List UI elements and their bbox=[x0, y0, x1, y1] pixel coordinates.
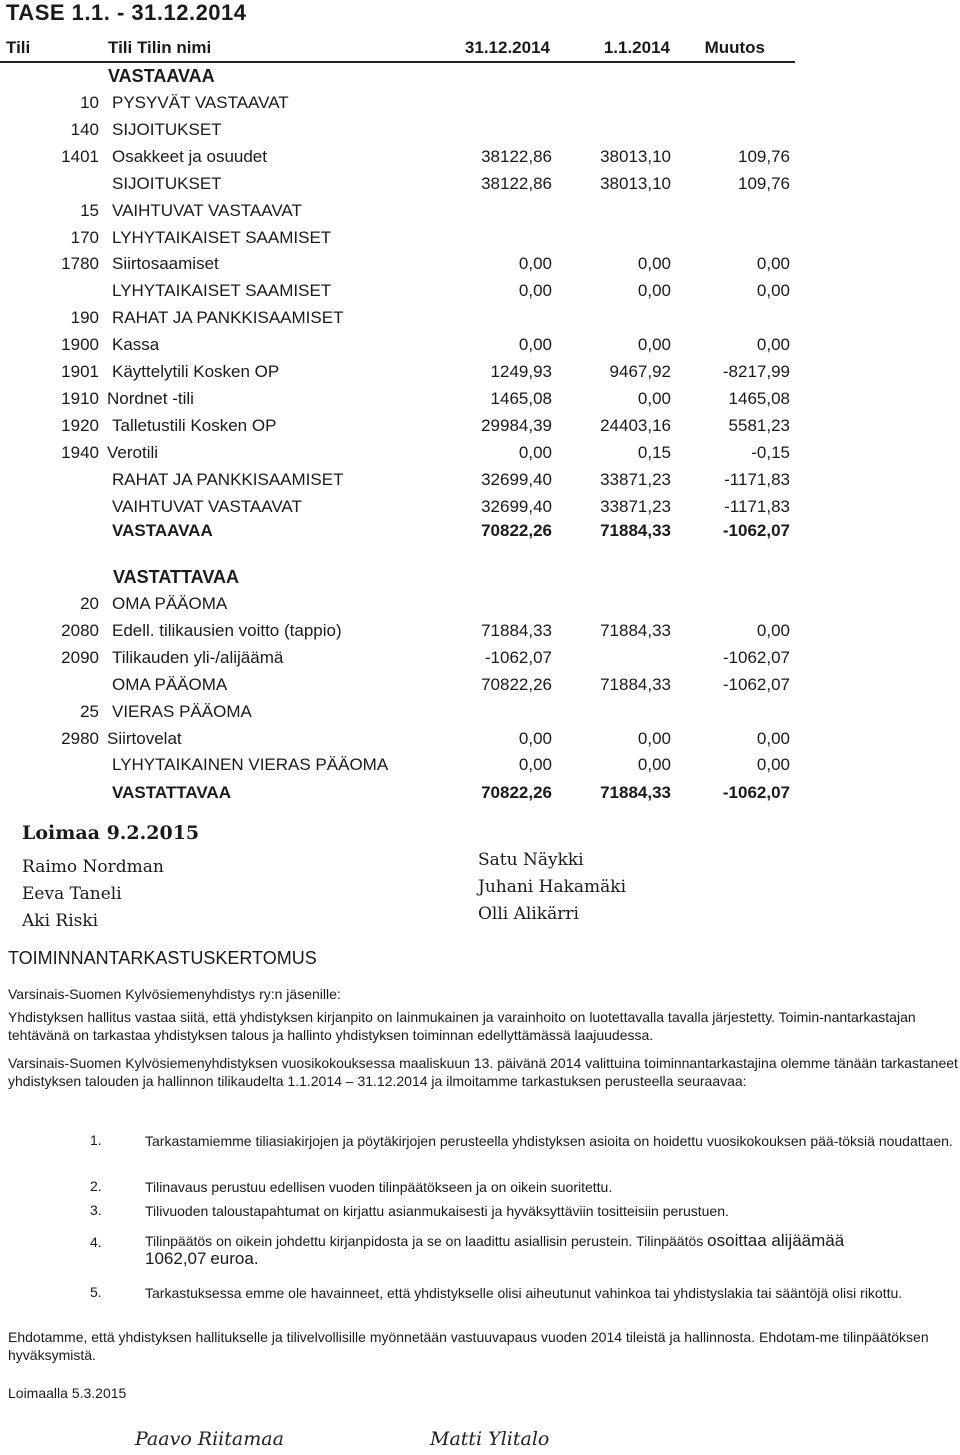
account-number: 1401 bbox=[61, 146, 99, 166]
value-previous: 0,00 bbox=[637, 254, 671, 274]
table-row bbox=[0, 281, 800, 307]
total-label: VASTAAVAA bbox=[112, 521, 213, 540]
value-change: 0,00 bbox=[756, 755, 790, 775]
list-item-text: Tarkastamiemme tiliasiakirjojen ja pöytäkirjojen perusteella yhdistyksen asioita on hoidettu vuosikokouksen pää-töksiä noudattaen. bbox=[145, 1133, 953, 1149]
value-current: 0,00 bbox=[518, 442, 552, 462]
value-previous: 0,00 bbox=[637, 335, 671, 355]
account-number: 15 bbox=[80, 200, 99, 220]
value-previous: 0,00 bbox=[637, 388, 671, 408]
account-number: 1901 bbox=[61, 362, 99, 381]
total-row bbox=[0, 521, 800, 547]
table-row bbox=[0, 389, 800, 415]
account-number: 1780 bbox=[61, 254, 99, 274]
table-row bbox=[0, 621, 800, 647]
value-current: 32699,40 bbox=[481, 496, 552, 516]
value-current: 0,00 bbox=[518, 755, 552, 775]
account-name: VAIHTUVAT VASTAAVAT bbox=[112, 496, 302, 516]
account-number: 170 bbox=[70, 227, 99, 247]
table-row bbox=[0, 228, 800, 254]
report-paragraph: Ehdotamme, että yhdistyksen hallitukselle ja tilivelvollisille myönnetään vastuuvapaus vuoden 2014 tileistä ja hallinnosta. Ehdotam-me tilinpäätöksen hyväksymistä. bbox=[8, 1329, 929, 1363]
signature: Paavo Riitamaa bbox=[135, 1428, 284, 1450]
table-row bbox=[0, 755, 800, 781]
signer-right: Juhani Hakamäki bbox=[478, 877, 627, 897]
value-previous: 33871,23 bbox=[600, 496, 671, 516]
account-number: 140 bbox=[70, 119, 99, 139]
account-number: 1940 bbox=[61, 442, 99, 462]
list-number: 3. bbox=[90, 1202, 102, 1218]
value-change: -1062,07 bbox=[722, 674, 790, 694]
account-number: 190 bbox=[70, 308, 99, 328]
list-item-text: Tilinavaus perustuu edellisen vuoden tilinpäätökseen ja on oikein suoritettu. bbox=[145, 1179, 613, 1195]
table-row bbox=[0, 254, 800, 280]
list-number: 1. bbox=[90, 1132, 102, 1148]
col-header-previous: 1.1.2014 bbox=[603, 38, 670, 57]
account-name: Kassa bbox=[112, 335, 160, 355]
account-number: 10 bbox=[80, 93, 99, 112]
value-change: 109,76 bbox=[738, 173, 790, 193]
table-row bbox=[0, 648, 800, 674]
account-name: Verotili bbox=[107, 442, 159, 462]
total-change: -1062,07 bbox=[722, 783, 790, 802]
account-name: OMA PÄÄOMA bbox=[112, 674, 228, 694]
value-current: 0,00 bbox=[518, 281, 552, 301]
signer-right: Olli Alikärri bbox=[478, 904, 579, 924]
total-previous: 71884,33 bbox=[600, 521, 671, 540]
value-current: 38122,86 bbox=[481, 173, 552, 193]
value-previous: 33871,23 bbox=[600, 469, 671, 489]
value-current: 70822,26 bbox=[481, 674, 552, 694]
value-current: 1249,93 bbox=[490, 362, 552, 381]
account-name: VIERAS PÄÄOMA bbox=[112, 701, 252, 721]
value-previous: 0,00 bbox=[637, 755, 671, 775]
page-title: TASE 1.1. - 31.12.2014 bbox=[6, 0, 247, 25]
account-name: Siirtosaamiset bbox=[112, 254, 219, 274]
table-row bbox=[0, 120, 800, 146]
value-current: -1062,07 bbox=[484, 647, 552, 667]
report-title: TOIMINNANTARKASTUSKERTOMUS bbox=[8, 948, 317, 968]
value-change: -1171,83 bbox=[724, 469, 790, 489]
account-number: 1920 bbox=[61, 415, 99, 435]
table-row bbox=[0, 443, 800, 469]
account-name: Osakkeet ja osuudet bbox=[112, 146, 267, 166]
table-row bbox=[0, 497, 800, 523]
table-row bbox=[0, 594, 800, 620]
report-place-date: Loimaalla 5.3.2015 bbox=[8, 1385, 127, 1401]
account-number: 1910 bbox=[61, 388, 99, 408]
table-row bbox=[0, 174, 800, 200]
table-row bbox=[0, 93, 800, 119]
account-name: RAHAT JA PANKKISAAMISET bbox=[112, 308, 344, 328]
account-number: 2090 bbox=[61, 647, 99, 667]
account-number: 20 bbox=[80, 594, 99, 613]
account-name: VAIHTUVAT VASTAAVAT bbox=[112, 200, 302, 220]
value-change: 0,00 bbox=[756, 335, 790, 355]
value-current: 71884,33 bbox=[481, 620, 552, 640]
result-currency: euroa. bbox=[210, 1249, 259, 1268]
list-item-text-part: Tilinpäätös on oikein johdettu kirjanpidosta ja se on laadittu asiallisin perustein. Tilinpäätös bbox=[145, 1233, 704, 1249]
account-number: 2980 bbox=[61, 728, 99, 748]
col-header-change: Muutos bbox=[704, 38, 765, 57]
table-row bbox=[0, 201, 800, 227]
col-header-name: Tili Tilin nimi bbox=[108, 38, 212, 57]
value-previous: 0,15 bbox=[637, 442, 671, 462]
account-name: Tilikauden yli-/alijäämä bbox=[112, 647, 284, 667]
account-name: PYSYVÄT VASTAAVAT bbox=[112, 93, 289, 112]
total-previous: 71884,33 bbox=[600, 783, 671, 802]
result-phrase: osoittaa alijäämää bbox=[707, 1231, 845, 1250]
table-row bbox=[0, 147, 800, 173]
value-current: 0,00 bbox=[518, 254, 552, 274]
signer-left: Eeva Taneli bbox=[22, 884, 122, 904]
table-row bbox=[0, 675, 800, 701]
account-number: 2080 bbox=[61, 620, 99, 640]
signing-date: Loimaa 9.2.2015 bbox=[22, 822, 200, 844]
value-change: 0,00 bbox=[756, 620, 790, 640]
value-previous: 9467,92 bbox=[609, 362, 671, 381]
account-name: Siirtovelat bbox=[107, 728, 182, 748]
col-header-current: 31.12.2014 bbox=[464, 38, 550, 57]
value-change: -8217,99 bbox=[722, 362, 790, 381]
col-header-account: Tili bbox=[6, 38, 31, 57]
value-change: 0,00 bbox=[756, 281, 790, 301]
value-current: 1465,08 bbox=[490, 388, 552, 408]
section-heading-assets: VASTAAVAA bbox=[108, 66, 215, 86]
table-row bbox=[0, 335, 800, 361]
account-name: Nordnet -tili bbox=[107, 388, 194, 408]
value-current: 0,00 bbox=[518, 728, 552, 748]
account-name: Käyttelytili Kosken OP bbox=[112, 362, 280, 381]
account-name: Talletustili Kosken OP bbox=[112, 415, 277, 435]
table-row bbox=[0, 729, 800, 755]
account-name: LYHYTAIKAINEN VIERAS PÄÄOMA bbox=[112, 755, 389, 775]
account-name: OMA PÄÄOMA bbox=[112, 594, 228, 613]
value-previous: 71884,33 bbox=[600, 674, 671, 694]
value-current: 32699,40 bbox=[481, 469, 552, 489]
account-name: SIJOITUKSET bbox=[112, 119, 222, 139]
signature: Matti Ylitalo bbox=[430, 1428, 550, 1450]
total-row bbox=[0, 783, 800, 809]
report-paragraph: Varsinais-Suomen Kylvösiemenyhdistyksen vuosikokouksessa maaliskuun 13. päivänä 2014 valittuina toiminnantarkastajina olemme tänään tarkastaneet yhdistyksen talouden ja hallinnon tilikaudelta 1.1.2014 – 31.12.2014 ja ilmoitamme tarkastuksen perusteella seuraavaa: bbox=[8, 1055, 958, 1089]
account-number: 1900 bbox=[61, 335, 99, 355]
total-label: VASTATTAVAA bbox=[112, 783, 231, 802]
table-row bbox=[0, 308, 800, 334]
account-name: LYHYTAIKAISET SAAMISET bbox=[112, 281, 332, 301]
list-number: 5. bbox=[90, 1284, 102, 1300]
section-heading-liabilities: VASTATTAVAA bbox=[113, 567, 239, 587]
list-number: 4. bbox=[90, 1234, 102, 1250]
result-amount: 1062,07 bbox=[145, 1249, 207, 1268]
account-name: RAHAT JA PANKKISAAMISET bbox=[112, 469, 344, 489]
table-row bbox=[0, 416, 800, 442]
list-item-text: Tilivuoden taloustapahtumat on kirjattu asianmukaisesti ja hyväksyttäviin tositteisiin perustuen. bbox=[145, 1203, 729, 1219]
value-previous: 38013,10 bbox=[600, 146, 671, 166]
account-name: LYHYTAIKAISET SAAMISET bbox=[112, 227, 332, 247]
value-change: 0,00 bbox=[756, 254, 790, 274]
value-change: -0,15 bbox=[751, 442, 790, 462]
value-previous: 24403,16 bbox=[600, 415, 671, 435]
signer-left: Raimo Nordman bbox=[22, 857, 164, 877]
table-row bbox=[0, 470, 800, 496]
account-number: 25 bbox=[80, 701, 99, 721]
table-row bbox=[0, 362, 800, 388]
signer-right: Satu Näykki bbox=[478, 850, 584, 870]
total-current: 70822,26 bbox=[481, 521, 552, 540]
value-previous: 38013,10 bbox=[600, 173, 671, 193]
value-change: 0,00 bbox=[756, 728, 790, 748]
value-change: 109,76 bbox=[738, 146, 790, 166]
list-number: 2. bbox=[90, 1178, 102, 1194]
total-change: -1062,07 bbox=[722, 521, 790, 540]
account-name: SIJOITUKSET bbox=[112, 173, 222, 193]
report-addressee: Varsinais-Suomen Kylvösiemenyhdistys ry:n jäsenille: bbox=[8, 986, 341, 1002]
table-row bbox=[0, 702, 800, 728]
value-previous: 71884,33 bbox=[600, 620, 671, 640]
account-name: Edell. tilikausien voitto (tappio) bbox=[112, 620, 342, 640]
list-item-text: Tarkastuksessa emme ole havainneet, että yhdistykselle olisi aiheutunut vahinkoa tai yhdistyslakia tai sääntöjä olisi rikottu. bbox=[145, 1285, 903, 1301]
value-change: -1062,07 bbox=[722, 647, 790, 667]
value-previous: 0,00 bbox=[637, 728, 671, 748]
value-current: 29984,39 bbox=[481, 415, 552, 435]
value-current: 38122,86 bbox=[481, 146, 552, 166]
value-change: 1465,08 bbox=[728, 388, 790, 408]
signer-left: Aki Riski bbox=[22, 911, 99, 931]
header-divider bbox=[0, 61, 795, 63]
list-item-text bbox=[145, 1232, 960, 1268]
value-previous: 0,00 bbox=[637, 281, 671, 301]
report-paragraph: Yhdistyksen hallitus vastaa siitä, että yhdistyksen kirjanpito on lainmukainen ja varainhoito on luotettavalla tavalla järjestetty. Toimin-nantarkastajan tehtävänä on tarkastaa yhdistyksen talous ja hallinto yhdistyksen toiminnan edellyttämässä laajuudessa. bbox=[8, 1009, 916, 1043]
value-change: -1171,83 bbox=[724, 496, 790, 516]
value-change: 5581,23 bbox=[728, 415, 790, 435]
value-current: 0,00 bbox=[518, 335, 552, 355]
total-current: 70822,26 bbox=[481, 783, 552, 802]
